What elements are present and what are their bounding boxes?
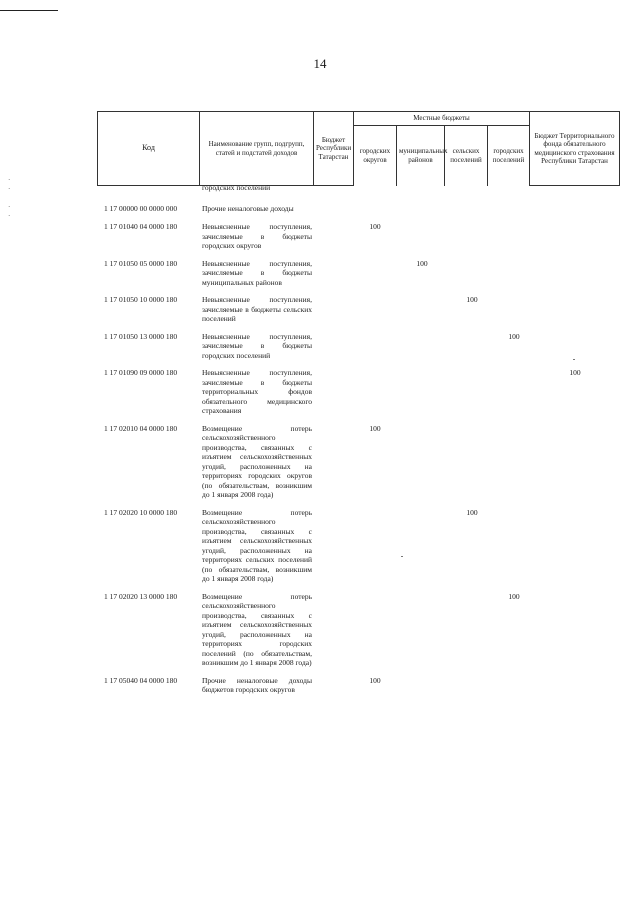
row-code: 1 17 05040 04 0000 180 [104, 675, 178, 685]
header-code: Код [98, 112, 200, 186]
table-row [97, 332, 619, 361]
row-name: Невыясненные поступления, зачисляемые в бюджеты городских округов [202, 222, 312, 250]
table-row [97, 676, 619, 695]
scan-speck [573, 359, 575, 360]
header-gor-okrugov: городских округов [354, 126, 397, 186]
row-name: Возмещение потерь сельскохозяйственного производства, связанных с изъятием сельскохозяйственных угодий, расположенных на территориях сельских поселений (по обязательствам, возникшим до 1 января 2008 года) [202, 507, 312, 583]
row-code: 1 17 01090 09 0000 180 [104, 368, 178, 377]
row-code: 1 17 01050 05 0000 180 [104, 258, 178, 268]
table-body [97, 183, 619, 703]
row-name: Невыясненные поступления, зачисляемые в бюджеты сельских поселений [202, 295, 312, 323]
value-tfoms: 100 [569, 368, 581, 377]
table-row [97, 183, 619, 193]
row-code: 1 17 02020 10 0000 180 [104, 507, 178, 517]
value-gor-okrugov: 100 [369, 423, 381, 433]
value-mun-rayonov: 100 [416, 258, 428, 268]
value-sel-poseleniy: 100 [466, 507, 478, 517]
table-row [97, 204, 619, 214]
value-gor-poseleniy: 100 [508, 591, 520, 601]
value-gor-poseleniy: 100 [508, 331, 520, 341]
row-name: Невыясненные поступления, зачисляемые в бюджеты территориальных фондов обязательного медицинского страхования [202, 368, 312, 415]
table-row [97, 259, 619, 288]
row-code: 1 17 00000 00 0000 000 [104, 203, 178, 213]
value-gor-okrugov: 100 [369, 675, 381, 685]
row-code: 1 17 01050 13 0000 180 [104, 331, 178, 341]
scan-speck [401, 556, 403, 557]
row-code: 1 17 02010 04 0000 180 [104, 423, 178, 433]
header-mun-rayonov: муниципальных районов [397, 126, 445, 186]
table-row [97, 508, 619, 584]
table-row [97, 592, 619, 668]
row-code: 1 17 01040 04 0000 180 [104, 222, 178, 231]
row-name: Невыясненные поступления, зачисляемые в бюджеты муниципальных районов [202, 258, 312, 287]
table-row [97, 295, 619, 324]
page-number: 14 [313, 56, 327, 71]
row-name: Прочие неналоговые доходы [202, 203, 294, 213]
row-name: Прочие неналоговые доходы бюджетов городских округов [202, 675, 312, 694]
table-row [97, 222, 619, 251]
value-sel-poseleniy: 100 [466, 295, 478, 304]
margin-marks: · · · · [8, 176, 11, 220]
header-budget-rt: Бюджет Республики Татарстан [314, 112, 354, 186]
header-name: Наименование групп, подгрупп, статей и подстатей доходов [200, 112, 314, 186]
row-name: Невыясненные поступления, зачисляемые в бюджеты городских поселений [202, 331, 312, 360]
row-code: 1 17 01050 10 0000 180 [104, 295, 178, 304]
top-rule [0, 10, 58, 11]
row-name: Возмещение потерь сельскохозяйственного производства, связанных с изъятием сельскохозяйственных угодий, расположенных на территориях городских округов (по обязательствам, возникшим до 1 января 2008 года) [202, 423, 312, 499]
row-name: городских поселений [202, 183, 271, 192]
header-sel-poseleniy: сельских поселений [445, 126, 488, 186]
table-row [97, 424, 619, 500]
row-name: Возмещение потерь сельскохозяйственного производства, связанных с изъятием сельскохозяйственных угодий, расположенных на территориях городских поселений (по обязательствам, возникшим до 1 января 2008 года) [202, 591, 312, 667]
table-row [97, 368, 619, 416]
header-local-budgets: Местные бюджеты [354, 112, 530, 126]
row-code: 1 17 02020 13 0000 180 [104, 591, 178, 601]
header-gor-poseleniy: городских поселений [488, 126, 530, 186]
header-tfoms: Бюджет Территориального фонда обязательного медицинского страхования Республики Татарстан [530, 112, 620, 186]
value-gor-okrugov: 100 [369, 222, 381, 231]
header-table [97, 111, 620, 186]
